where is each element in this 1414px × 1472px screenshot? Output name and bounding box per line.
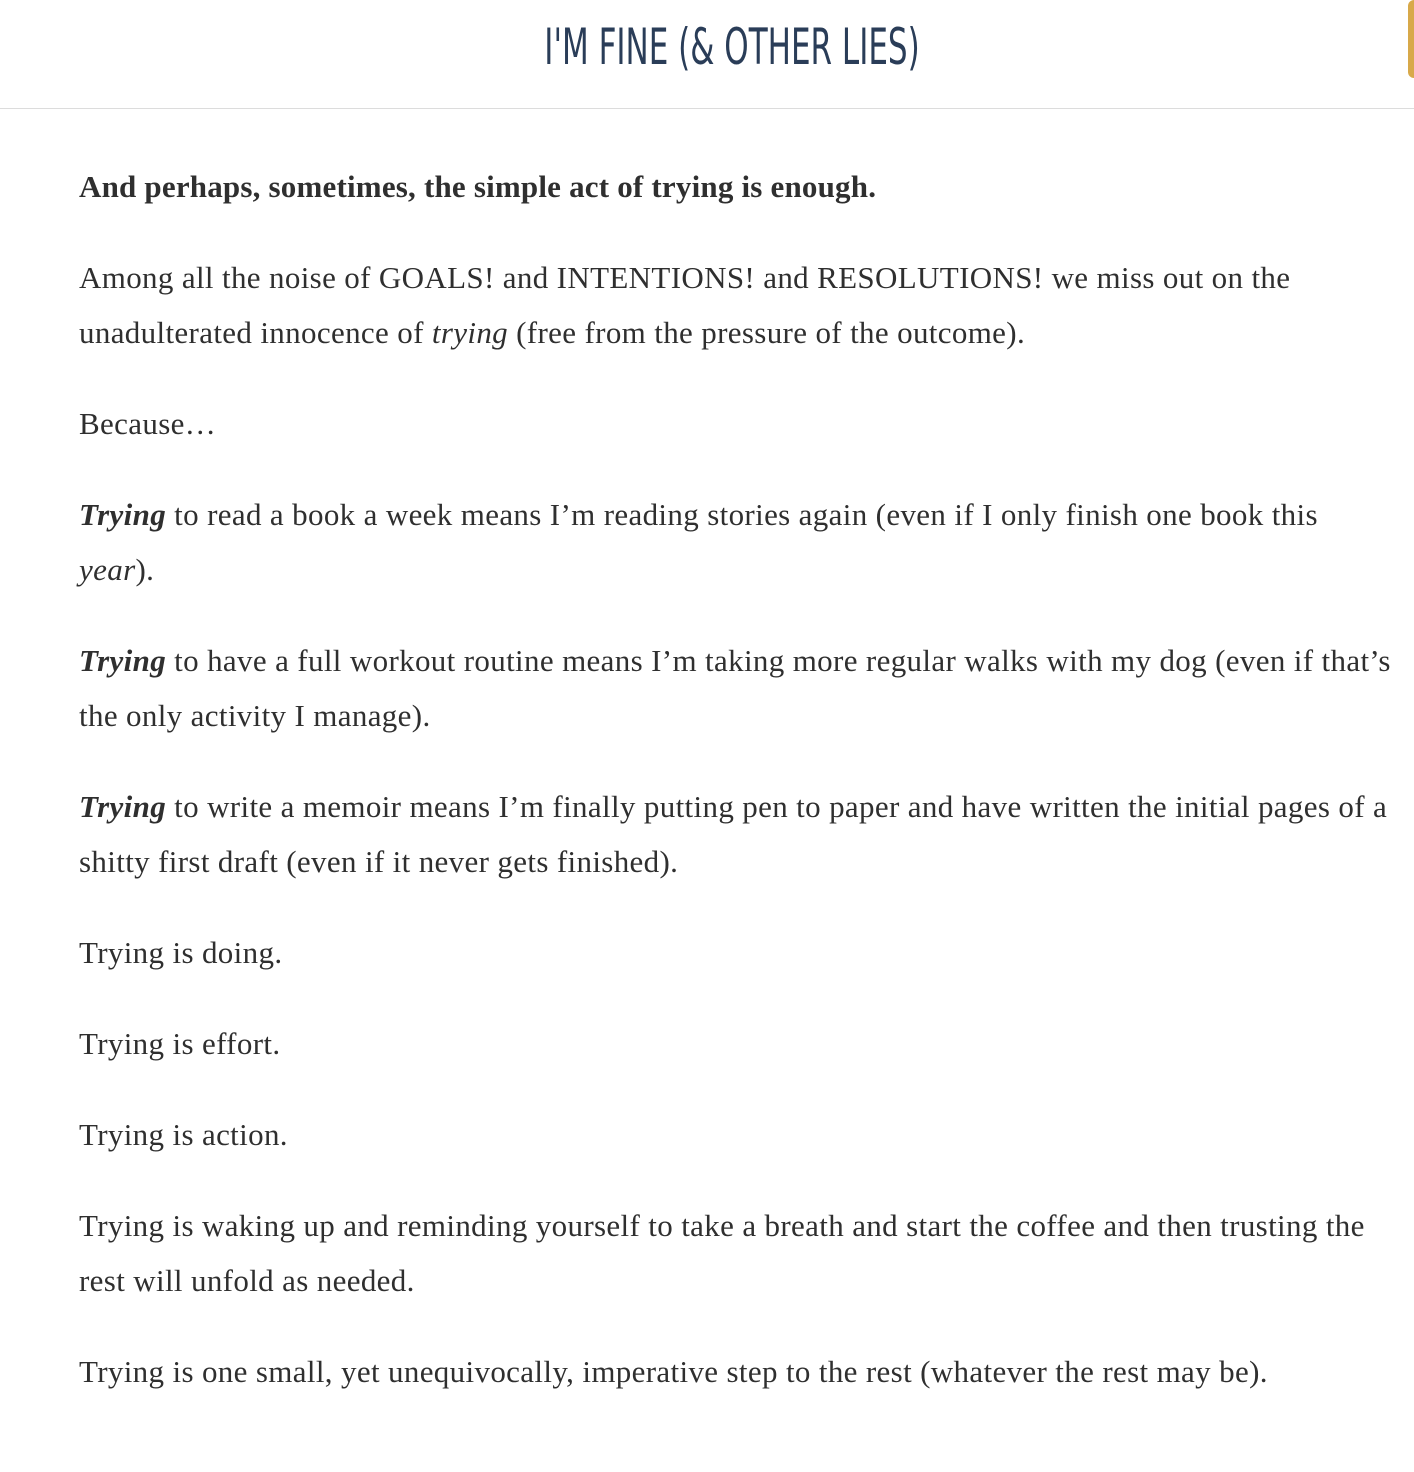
paragraph-text: (free from the pressure of the outcome). [508, 315, 1026, 350]
paragraph-workout [79, 633, 1399, 743]
paragraph-memoir [79, 779, 1399, 889]
lead-paragraph: And perhaps, sometimes, the simple act of trying is enough. [79, 169, 877, 204]
paragraph-trying-doing: Trying is doing. [79, 935, 283, 970]
paragraph-text: to read a book a week means I’m reading stories again (even if I only finish one book this [166, 497, 1318, 532]
strong-emphasis-text: Trying [79, 789, 167, 824]
emphasis-text: trying [431, 315, 509, 350]
edge-accent-tab[interactable] [1408, 0, 1414, 78]
site-title[interactable]: I'M FINE (& OTHER LIES) [544, 18, 920, 76]
paragraph-trying-waking: Trying is waking up and reminding yourself to take a breath and start the coffee and then trusting the rest will unfold as needed. [79, 1208, 1365, 1298]
paragraph-text: ). [135, 552, 155, 587]
paragraph-text: to write a memoir means I’m finally putting pen to paper and have written the initial pages of a shitty first draft (even if it never gets finished). [79, 789, 1388, 879]
article-body [79, 159, 1399, 1435]
paragraph-trying-action: Trying is action. [79, 1117, 288, 1152]
strong-emphasis-text: Trying [79, 643, 167, 678]
strong-emphasis-text: Trying [79, 497, 167, 532]
paragraph-goals [79, 250, 1399, 360]
paragraph-trying-step: Trying is one small, yet unequivocally, imperative step to the rest (whatever the rest may be). [79, 1354, 1268, 1389]
emphasis-text: year [79, 552, 136, 587]
paragraph-because: Because… [79, 406, 217, 441]
paragraph-reading [79, 487, 1399, 597]
paragraph-text: to have a full workout routine means I’m taking more regular walks with my dog (even if that’s the only activity I manage). [79, 643, 1391, 733]
site-header [0, 0, 1414, 109]
paragraph-trying-effort: Trying is effort. [79, 1026, 281, 1061]
paragraph-text: Among all the noise of GOALS! and INTENTIONS! and RESOLUTIONS! we miss out on the unadulterated innocence of [79, 260, 1291, 350]
